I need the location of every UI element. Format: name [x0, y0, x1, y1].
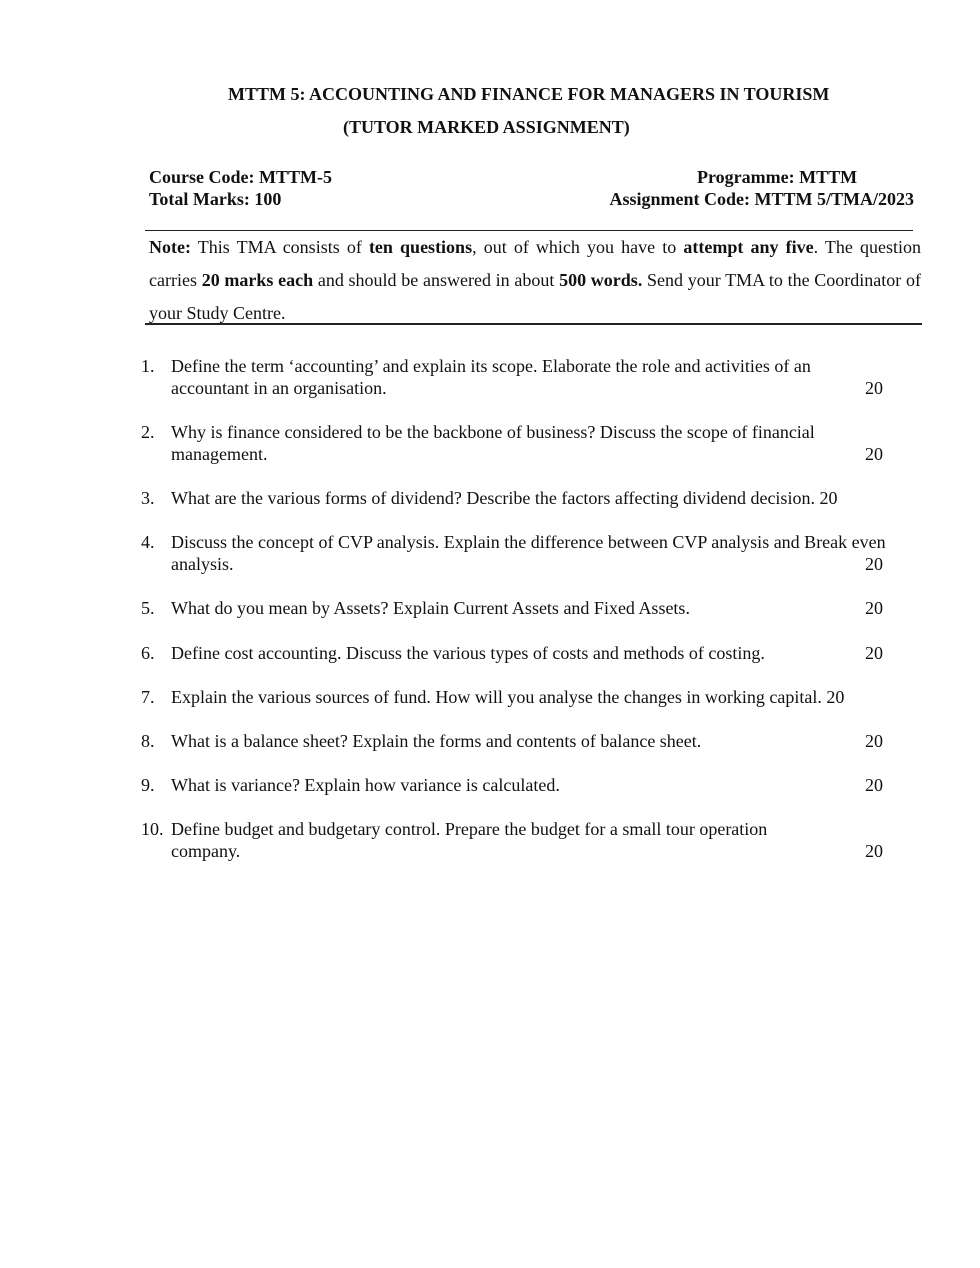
question-marks: 20 — [865, 775, 883, 795]
question-text: Define budget and budgetary control. Prepare the budget for a small tour operation company. — [171, 819, 768, 861]
note-bold-3: 20 marks each — [201, 270, 314, 290]
question-text: Explain the various sources of fund. How will you analyse the changes in working capital. — [171, 687, 822, 707]
question-item — [141, 642, 901, 664]
question-marks: 20 — [865, 554, 883, 574]
question-item — [141, 818, 901, 862]
question-list — [141, 355, 901, 862]
question-item — [141, 730, 901, 752]
question-item — [141, 774, 901, 796]
programme: Programme: MTTM — [697, 167, 858, 187]
question-text: Discuss the concept of CVP analysis. Explain the difference between CVP analysis and Break even analysis. — [171, 532, 886, 574]
question-number: 3. — [141, 488, 155, 508]
question-text: What is variance? Explain how variance is calculated. — [171, 775, 560, 795]
question-marks: 20 — [865, 598, 883, 618]
question-text: Define cost accounting. Discuss the various types of costs and methods of costing. — [171, 643, 765, 663]
question-item — [141, 531, 901, 575]
question-number: 2. — [141, 422, 155, 442]
note-text-2: , out of which you have to — [472, 237, 684, 257]
note-label: Note: — [149, 237, 191, 257]
question-number: 4. — [141, 532, 155, 552]
note-bold-2: attempt any five — [683, 237, 814, 257]
note-text-1: This TMA consists of — [190, 237, 369, 257]
question-text: What is a balance sheet? Explain the forms and contents of balance sheet. — [171, 731, 702, 751]
question-marks: 20 — [819, 488, 838, 508]
assignment-code: Assignment Code: MTTM 5/TMA/2023 — [609, 189, 914, 209]
question-number: 8. — [141, 731, 155, 751]
question-item — [141, 597, 901, 619]
question-number: 10. — [141, 819, 164, 839]
note-bottom-divider — [145, 323, 922, 325]
question-marks: 20 — [865, 378, 883, 398]
question-text: Why is finance considered to be the backbone of business? Discuss the scope of financial management. — [171, 422, 815, 464]
question-item — [141, 686, 901, 708]
question-number: 9. — [141, 775, 155, 795]
question-marks: 20 — [865, 841, 883, 861]
question-item — [141, 355, 901, 399]
note-text-3: . The question carries — [149, 237, 921, 290]
question-number: 1. — [141, 356, 155, 376]
total-marks: Total Marks: 100 — [149, 189, 282, 209]
document-title: MTTM 5: ACCOUNTING AND FINANCE FOR MANAGERS IN TOURISM — [228, 84, 830, 104]
note-bold-4: 500 words. — [559, 270, 643, 290]
question-marks: 20 — [865, 643, 883, 663]
question-text: What are the various forms of dividend? Describe the factors affecting dividend decision. — [171, 488, 815, 508]
question-marks: 20 — [865, 731, 883, 751]
question-number: 5. — [141, 598, 155, 618]
question-number: 6. — [141, 643, 155, 663]
question-text: What do you mean by Assets? Explain Current Assets and Fixed Assets. — [171, 598, 690, 618]
question-item — [141, 487, 901, 509]
course-code: Course Code: MTTM-5 — [149, 167, 332, 187]
note-text-4: and should be answered in about — [313, 270, 560, 290]
question-number: 7. — [141, 687, 155, 707]
document-subtitle: (TUTOR MARKED ASSIGNMENT) — [343, 117, 630, 137]
question-marks: 20 — [865, 444, 883, 464]
question-marks: 20 — [826, 687, 845, 707]
note-bold-1: ten questions — [368, 237, 473, 257]
note-paragraph — [149, 231, 921, 330]
question-text: Define the term ‘accounting’ and explain its scope. Elaborate the role and activities of an accountant in an organisation. — [171, 356, 811, 398]
note-text-5: Send your TMA to the Coordinator of your Study Centre. — [149, 270, 921, 323]
question-item — [141, 421, 901, 465]
